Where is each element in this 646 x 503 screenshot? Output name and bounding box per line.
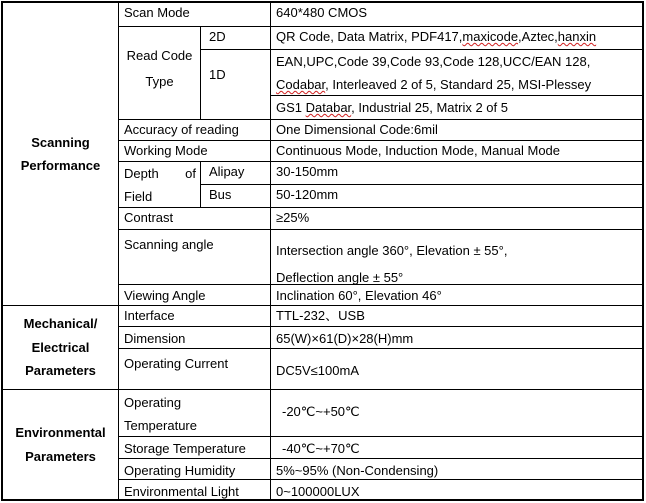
storage-temperature-label: Storage Temperature (119, 437, 271, 459)
code-list-line (271, 73, 642, 96)
environmental-light-value: 0~100000LUX (276, 484, 360, 499)
operating-temperature-label (119, 390, 271, 437)
scan-mode-label: Scan Mode (119, 3, 271, 27)
depth-of-field-line: Field (124, 189, 153, 204)
code-list-text: hanxin (557, 29, 597, 44)
code-list-text: Codabar (276, 77, 326, 92)
dimension-label: Dimension (119, 327, 271, 349)
contrast-label: Contrast (119, 208, 271, 230)
depth-of-field-line (124, 162, 200, 185)
operating-current-value: DC5V≤100mA (271, 349, 642, 390)
operating-current-label: Operating Current (119, 349, 271, 390)
contrast-value: ≥25% (271, 208, 642, 230)
section-scanning-performance (3, 3, 119, 306)
scanning-angle-line: Deflection angle ± 55° (276, 270, 404, 285)
bus-value: 50-120mm (271, 185, 642, 208)
accuracy-value: One Dimensional Code:6mil (271, 120, 642, 141)
interface-label: Interface (119, 306, 271, 327)
scanning-angle-line: Intersection angle 360°, Elevation ± 55°, (276, 243, 508, 258)
code-list-text: GS1 (276, 100, 306, 115)
storage-temperature-value: -40℃~+70℃ (271, 437, 642, 459)
operating-temperature-line: Temperature (124, 418, 197, 433)
code-list-text: maxicode (462, 29, 519, 44)
of-word: of (185, 166, 196, 181)
alipay-value: 30-150mm (271, 162, 642, 185)
section-label: Scanning (31, 134, 90, 150)
code-list-line (276, 96, 642, 119)
section-mechanical-electrical (3, 306, 119, 390)
section-label: Electrical (31, 339, 90, 355)
scanning-angle-value (271, 230, 642, 285)
section-label: Parameters (25, 363, 96, 379)
code-list-text: , Industrial 25, Matrix 2 of 5 (351, 100, 508, 115)
section-label: Parameters (25, 448, 96, 464)
read-code-type-label (119, 27, 201, 120)
environmental-light-label: Environmental Light (119, 480, 271, 499)
operating-temperature-line: Operating (124, 395, 182, 410)
viewing-angle-value: Inclination 60°, Elevation 46° (271, 285, 642, 306)
read-code-2d-label: 2D (201, 27, 271, 50)
read-code-1d-label: 1D (201, 50, 271, 120)
depth-word: Depth (124, 166, 159, 181)
code-list-text: QR Code, Data Matrix, PDF417, (276, 29, 463, 44)
read-code-2d-value (271, 27, 642, 50)
interface-value: TTL-232、USB (271, 306, 642, 327)
read-code-type-line: Type (145, 74, 174, 89)
section-label: Environmental (15, 425, 106, 441)
spec-table (1, 1, 644, 501)
operating-humidity-value: 5%~95% (Non-Condensing) (271, 459, 642, 480)
scan-mode-value: 640*480 CMOS (271, 3, 642, 27)
scanning-angle-label: Scanning angle (119, 230, 271, 285)
read-code-type-line: Read Code (126, 48, 193, 63)
code-list-line: EAN,UPC,Code 39,Code 93,Code 128,UCC/EAN 128, (276, 54, 591, 69)
section-label: Performance (20, 158, 101, 173)
accuracy-label: Accuracy of reading (119, 120, 271, 141)
code-list-text: , Interleaved 2 of 5, Standard 25, MSI-Plessey (325, 77, 592, 92)
working-mode-label: Working Mode (119, 141, 271, 162)
depth-of-field-label (119, 162, 201, 208)
section-environmental (3, 390, 119, 499)
alipay-label: Alipay (201, 162, 271, 185)
operating-temperature-value: -20℃~+50℃ (271, 390, 642, 437)
read-code-1d-value (271, 50, 642, 120)
bus-label: Bus (201, 185, 271, 208)
section-label: Mechanical/ (23, 316, 98, 332)
viewing-angle-label: Viewing Angle (119, 285, 271, 306)
operating-humidity-label: Operating Humidity (119, 459, 271, 480)
working-mode-value: Continuous Mode, Induction Mode, Manual Mode (271, 141, 642, 162)
code-list-text: ,Aztec, (518, 29, 558, 44)
dimension-value: 65(W)×61(D)×28(H)mm (271, 327, 642, 349)
code-list-text: Databar (305, 100, 352, 115)
